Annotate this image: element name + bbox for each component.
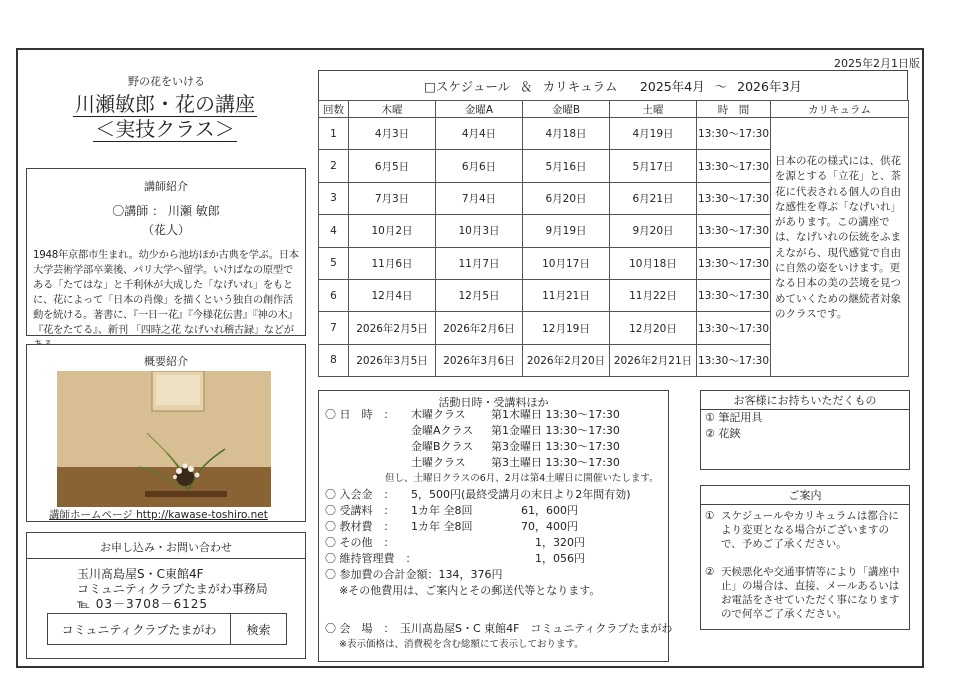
friday-b-date: 4月18日 bbox=[523, 118, 610, 150]
friday-b-date: 9月19日 bbox=[523, 215, 610, 247]
notice-item bbox=[705, 509, 905, 551]
header-saturday: 土曜 bbox=[610, 101, 697, 118]
edition-date: 2025年2月1日版 bbox=[834, 57, 920, 70]
fee-amount: 61，600円 bbox=[521, 504, 578, 517]
fee-detail: 1カ年 全8回 bbox=[411, 520, 473, 533]
session-time: 13:30～17:30 bbox=[697, 247, 771, 279]
curriculum-text: 日本の花の様式には、供花を源とする「立花」と、茶花に代表される個人の自由な感性を尊ぶ「なげいれ」があります。この講座では、なげいれの伝統をふまえながら、現代感覚で自由に自然の姿をいけます。更なる日本の美の芸境を見つめていくための継続者対象のクラスです。 bbox=[771, 118, 909, 377]
instructor-section bbox=[26, 168, 306, 336]
saturday-date: 4月19日 bbox=[610, 118, 697, 150]
session-number: 3 bbox=[319, 182, 349, 214]
contact-office: コミュニティクラブたまがわ事務局 bbox=[77, 582, 268, 596]
saturday-date: 9月20日 bbox=[610, 215, 697, 247]
ikebana-photo bbox=[57, 371, 271, 507]
instructor-heading: 講師紹介 bbox=[144, 180, 188, 193]
fee-detail: 5，500円(最終受講月の末日より2年間有効) bbox=[411, 488, 631, 501]
fee-label: 〇 入会金 ： bbox=[325, 488, 395, 501]
fee-row bbox=[325, 519, 664, 535]
friday-a-date: 10月3日 bbox=[436, 215, 523, 247]
session-number: 8 bbox=[319, 344, 349, 376]
search-banner bbox=[47, 613, 287, 645]
activity-details bbox=[325, 407, 673, 653]
schedule-table bbox=[318, 100, 909, 377]
class-name: 木曜クラス bbox=[411, 408, 466, 421]
fee-row bbox=[325, 535, 664, 551]
saturday-note: 但し、土曜日クラスの6月、2月は第4土曜日に開催いたします。 bbox=[385, 473, 659, 484]
notice-item bbox=[705, 565, 905, 621]
session-time: 13:30～17:30 bbox=[697, 118, 771, 150]
class-schedule: 第3金曜日 13:30～17:30 bbox=[491, 440, 620, 453]
fee-label: 〇 その他 ： bbox=[325, 536, 395, 549]
fee-row bbox=[325, 487, 664, 503]
contact-address: 玉川髙島屋S・C東館4F bbox=[77, 567, 204, 581]
friday-b-date: 2026年2月20日 bbox=[523, 344, 610, 376]
friday-b-date: 6月20日 bbox=[523, 182, 610, 214]
venue-row bbox=[325, 621, 673, 637]
title-line-1: 川瀬敏郎・花の講座 bbox=[75, 92, 255, 116]
class-schedule: 第1金曜日 13:30～17:30 bbox=[491, 424, 620, 437]
thursday-date: 2026年3月5日 bbox=[349, 344, 436, 376]
schedule-header-row bbox=[319, 101, 909, 118]
list-item: ① 筆記用具 bbox=[705, 411, 763, 424]
thursday-date: 11月6日 bbox=[349, 247, 436, 279]
tax-note-row bbox=[325, 637, 664, 653]
session-number: 1 bbox=[319, 118, 349, 150]
header-curriculum: カリキュラム bbox=[771, 101, 909, 118]
class-schedule: 第3土曜日 13:30～17:30 bbox=[491, 456, 620, 469]
table-row bbox=[319, 118, 909, 150]
class-name: 金曜Aクラス bbox=[411, 424, 474, 437]
friday-b-date: 12月19日 bbox=[523, 312, 610, 344]
fee-detail: 1カ年 全8回 bbox=[411, 504, 473, 517]
friday-a-date: 11月7日 bbox=[436, 247, 523, 279]
list-item: ② 花鋏 bbox=[705, 427, 741, 440]
saturday-date: 11月22日 bbox=[610, 279, 697, 311]
friday-a-date: 2026年3月6日 bbox=[436, 344, 523, 376]
notice-heading: ご案内 bbox=[701, 487, 909, 505]
venue: 〇 会 場 ： 玉川髙島屋S・C 東館4F コミュニティクラブたまがわ bbox=[325, 622, 673, 635]
header-count: 回数 bbox=[319, 101, 349, 118]
friday-b-date: 10月17日 bbox=[523, 247, 610, 279]
overview-section bbox=[26, 344, 306, 522]
class-name: 金曜Bクラス bbox=[411, 440, 474, 453]
session-time: 13:30～17:30 bbox=[697, 150, 771, 182]
fee-label: 〇 受講料 ： bbox=[325, 504, 395, 517]
instructor-bio: 1948年京都市生まれ。幼少から池坊ほか古典を学ぶ。日本大学芸術学部卒業後、パリ大学へ留学。いけばなの原型である「たてはな」と千利休が大成した「なげいれ」をもとに、花によって「日本の肖像」を描くという独自の創作活動を続ける。著書に、『一日一花』『今様花伝書』『神の木』『花をたてる』、新刊 「四時之花 なげいれ稽古録」などが bbox=[33, 249, 299, 336]
fee-row bbox=[325, 551, 664, 567]
saturday-date: 6月21日 bbox=[610, 182, 697, 214]
session-number: 4 bbox=[319, 215, 349, 247]
page-title bbox=[30, 92, 300, 142]
header-friday-a: 金曜A bbox=[436, 101, 523, 118]
activity-heading: 活動日時・受講料ほか bbox=[438, 396, 549, 409]
saturday-note-row bbox=[325, 471, 664, 487]
notice-mark: ① bbox=[705, 510, 715, 522]
notice-section bbox=[700, 485, 910, 630]
club-name-box[interactable]: コミュニティクラブたまがわ bbox=[47, 613, 231, 645]
saturday-date: 5月17日 bbox=[610, 150, 697, 182]
fee-amount: 70，400円 bbox=[521, 520, 578, 533]
session-number: 2 bbox=[319, 150, 349, 182]
thursday-date: 10月2日 bbox=[349, 215, 436, 247]
homepage-link[interactable]: 講師ホームページ http://kawase-toshiro.net bbox=[49, 509, 268, 521]
session-time: 13:30～17:30 bbox=[697, 312, 771, 344]
friday-a-date: 12月5日 bbox=[436, 279, 523, 311]
friday-b-date: 11月21日 bbox=[523, 279, 610, 311]
total-fee: 〇 参加費の合計金額：134，376円 bbox=[325, 568, 503, 581]
session-number: 6 bbox=[319, 279, 349, 311]
class-row bbox=[325, 407, 664, 423]
notice-text: 天候悪化や交通事情等により「講座中止」の場合は、直接、メールあるいはお電話をさせていただく事になりますので何卒ご了承ください。 bbox=[721, 566, 900, 620]
instructor-name: 〇講師 ： 川瀬 敏郎 bbox=[112, 204, 220, 218]
class-row bbox=[325, 423, 664, 439]
thursday-date: 6月5日 bbox=[349, 150, 436, 182]
class-name: 土曜クラス bbox=[411, 456, 466, 469]
header-friday-b: 金曜B bbox=[523, 101, 610, 118]
tax-note: ※表示価格は、消費税を含む総額にて表示しております。 bbox=[339, 639, 584, 650]
class-schedule: 第1木曜日 13:30～17:30 bbox=[491, 408, 620, 421]
session-time: 13:30～17:30 bbox=[697, 279, 771, 311]
fee-amount: 1，056円 bbox=[535, 552, 585, 565]
session-number: 7 bbox=[319, 312, 349, 344]
thursday-date: 12月4日 bbox=[349, 279, 436, 311]
header-thursday: 木曜 bbox=[349, 101, 436, 118]
datetime-label: 〇 日 時 ： bbox=[325, 408, 395, 421]
subtitle: 野の花をいける bbox=[128, 75, 205, 88]
activity-section bbox=[318, 390, 673, 662]
friday-a-date: 2026年2月6日 bbox=[436, 312, 523, 344]
contact-heading: お申し込み・お問い合わせ bbox=[27, 539, 305, 559]
contact-phone: ℡ 03－3708－6125 bbox=[77, 597, 209, 611]
total-row bbox=[325, 567, 664, 583]
thursday-date: 2026年2月5日 bbox=[349, 312, 436, 344]
overview-heading: 概要紹介 bbox=[144, 355, 188, 368]
other-fees-note: ※その他費用は、ご案内とその郵送代等となります。 bbox=[339, 584, 601, 597]
fee-label: 〇 維持管理費 ： bbox=[325, 552, 417, 565]
friday-a-date: 4月4日 bbox=[436, 118, 523, 150]
friday-b-date: 5月16日 bbox=[523, 150, 610, 182]
bring-heading: お客様にお持ちいただくもの bbox=[701, 392, 909, 410]
instructor-role: （花人） bbox=[141, 223, 190, 237]
fee-amount: 1，320円 bbox=[535, 536, 585, 549]
saturday-date: 12月20日 bbox=[610, 312, 697, 344]
session-number: 5 bbox=[319, 247, 349, 279]
class-row bbox=[325, 439, 664, 455]
notice-text: スケジュールやカリキュラムは都合により変更となる場合がございますので、予めご了承ください。 bbox=[721, 510, 899, 550]
saturday-date: 10月18日 bbox=[610, 247, 697, 279]
thursday-date: 7月3日 bbox=[349, 182, 436, 214]
header-time: 時 間 bbox=[697, 101, 771, 118]
fee-label: 〇 教材費 ： bbox=[325, 520, 395, 533]
session-time: 13:30～17:30 bbox=[697, 182, 771, 214]
thursday-date: 4月3日 bbox=[349, 118, 436, 150]
bring-items-section bbox=[700, 390, 910, 470]
schedule-title: □スケジュール ＆ カリキュラム 2025年4月 ～ 2026年3月 bbox=[318, 70, 908, 101]
other-fees-row bbox=[325, 583, 664, 599]
saturday-date: 2026年2月21日 bbox=[610, 344, 697, 376]
friday-a-date: 7月4日 bbox=[436, 182, 523, 214]
search-button[interactable]: 検索 bbox=[231, 613, 287, 645]
session-time: 13:30～17:30 bbox=[697, 344, 771, 376]
friday-a-date: 6月6日 bbox=[436, 150, 523, 182]
fee-row bbox=[325, 503, 664, 519]
session-time: 13:30～17:30 bbox=[697, 215, 771, 247]
contact-section bbox=[26, 532, 306, 659]
title-line-2: ＜実技クラス＞ bbox=[95, 117, 235, 141]
notice-mark: ② bbox=[705, 566, 715, 578]
class-row bbox=[325, 455, 664, 471]
